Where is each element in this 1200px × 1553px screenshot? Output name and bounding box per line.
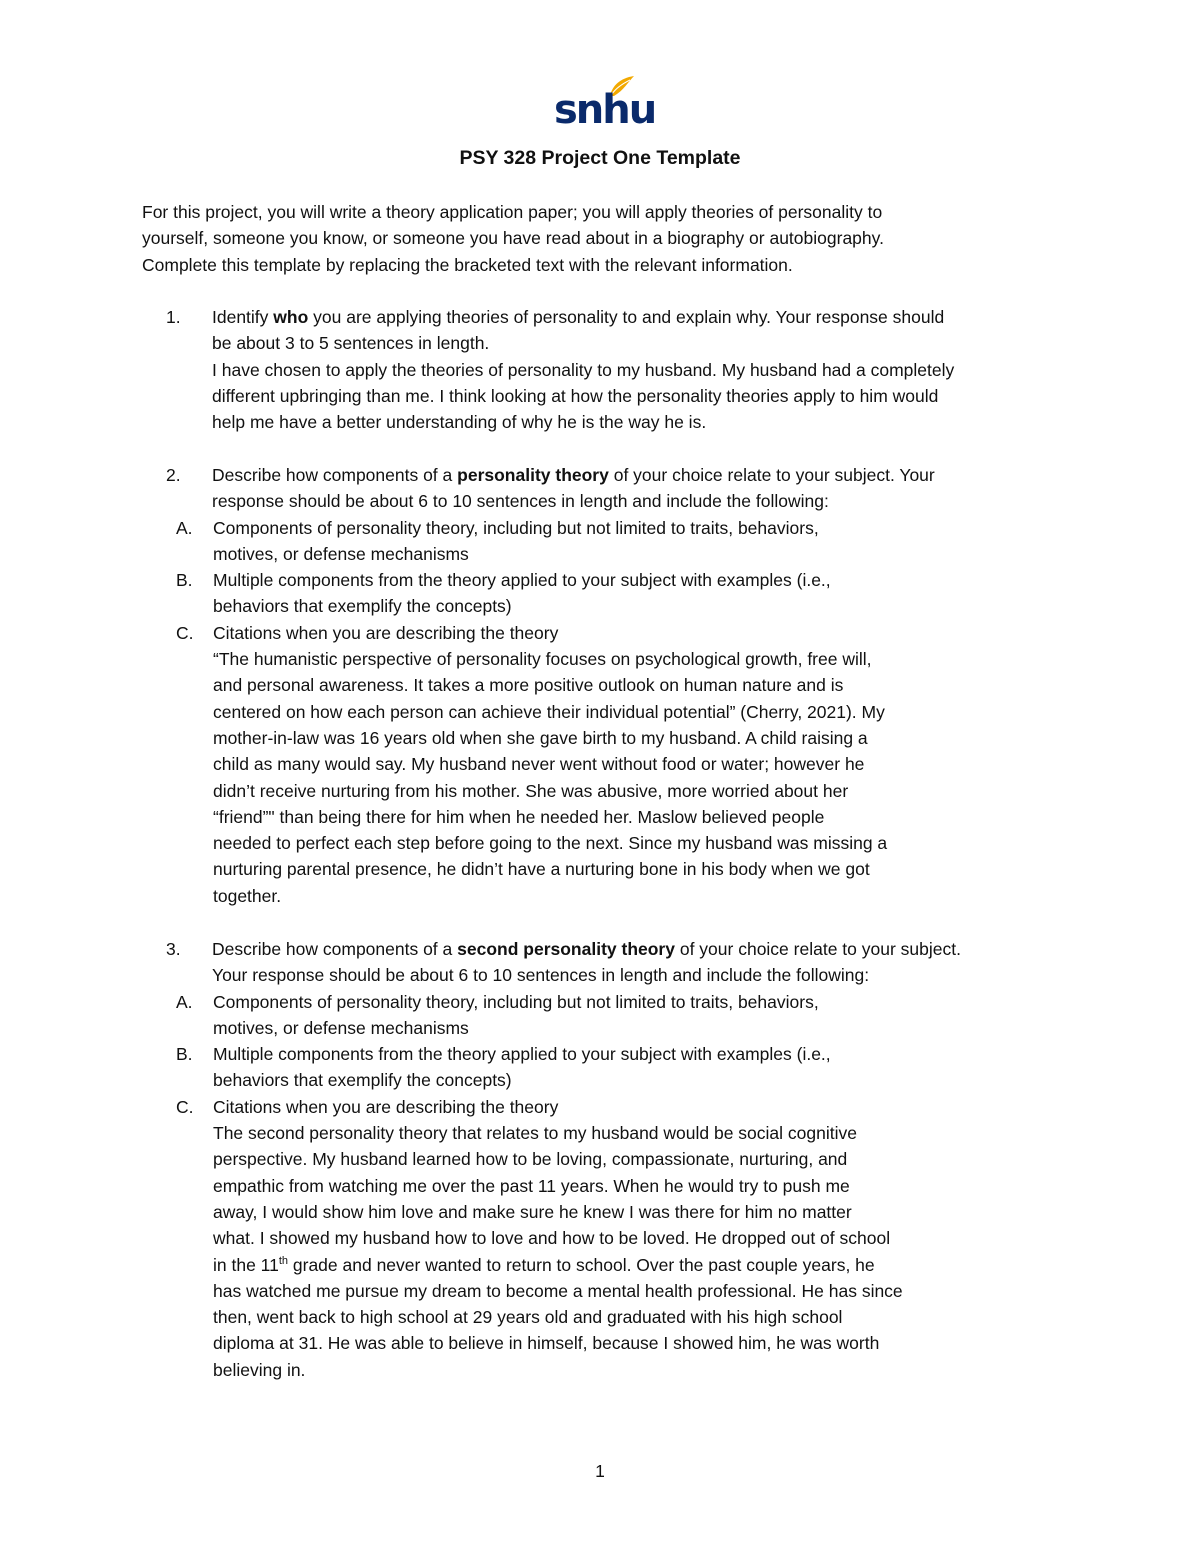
answer-line: what. I showed my husband how to love and how to be loved. He dropped out of school: [213, 1228, 891, 1249]
answer-line: “friend”" than being there for him when he needed her. Maslow believed people: [213, 806, 825, 827]
question-prompt: [212, 304, 1062, 330]
answer-line: different upbringing than me. I think looking at how the personality theories apply to him would: [212, 385, 939, 406]
answer-line: has watched me pursue my dream to become a mental health professional. He has since: [213, 1280, 903, 1301]
question-prompt-line: Your response should be about 6 to 10 sentences in length and include the following:: [212, 965, 870, 986]
requirement-item: [142, 1041, 1062, 1094]
answer-line: away, I would show him love and make sure he knew I was there for him no matter: [213, 1201, 852, 1222]
item-letter: B.: [176, 1044, 193, 1065]
question-1: [142, 304, 1062, 435]
question-prompt-line: be about 3 to 5 sentences in length.: [212, 333, 490, 354]
prompt-emphasis: personality theory: [457, 465, 609, 485]
item-letter: C.: [176, 1096, 194, 1117]
prompt-emphasis: who: [273, 307, 309, 327]
item-line: Citations when you are describing the theory: [213, 1096, 559, 1117]
answer-line: centered on how each person can achieve their individual potential” (Cherry, 2021). My: [213, 701, 885, 722]
prompt-text: Identify: [212, 307, 274, 327]
item-letter: C.: [176, 622, 194, 643]
prompt-emphasis: second personality theory: [457, 939, 675, 959]
question-number: 3.: [166, 939, 181, 959]
requirement-item: [142, 620, 1062, 909]
answer-line: The second personality theory that relates to my husband would be social cognitive: [213, 1123, 857, 1144]
intro-line: yourself, someone you know, or someone you have read about in a biography or autobiography.: [142, 228, 884, 249]
snhu-logo: [554, 74, 656, 134]
answer-line: and personal awareness. It takes a more positive outlook on human nature and is: [213, 675, 844, 696]
answer-line: help me have a better understanding of why he is the way he is.: [212, 412, 707, 433]
answer-line: together.: [213, 885, 282, 906]
answer-line: nurturing parental presence, he didn’t have a nurturing bone in his body when we got: [213, 859, 870, 880]
logo-wordmark: snhu: [554, 87, 656, 133]
requirement-item: [142, 1094, 1062, 1383]
answer-line: then, went back to high school at 29 years old and graduated with his high school: [213, 1307, 843, 1328]
item-line: Components of personality theory, including but not limited to traits, behaviors,: [213, 991, 819, 1012]
item-line: Multiple components from the theory applied to your subject with examples (i.e.,: [213, 570, 831, 591]
page-number: 1: [595, 1461, 605, 1481]
intro-line: For this project, you will write a theory application paper; you will apply theories of personality to: [142, 202, 883, 222]
answer-line: mother-in-law was 16 years old when she gave birth to my husband. A child raising a: [213, 727, 868, 748]
question-number: 1.: [166, 307, 181, 327]
answer-line: believing in.: [213, 1359, 306, 1380]
answer-line: “The humanistic perspective of personality focuses on psychological growth, free will,: [213, 649, 872, 670]
answer-text: grade and never wanted to return to school. Over the past couple years, he: [288, 1254, 875, 1275]
prompt-text: of your choice relate to your subject. Your: [608, 465, 935, 485]
prompt-text: you are applying theories of personality to and explain why. Your response should: [308, 307, 945, 327]
item-line: motives, or defense mechanisms: [213, 543, 469, 564]
question-prompt-line: response should be about 6 to 10 sentences in length and include the following:: [212, 491, 829, 512]
answer-line: child as many would say. My husband never went without food or water; however he: [213, 754, 865, 775]
answer-line: empathic from watching me over the past 11 years. When he would try to push me: [213, 1175, 850, 1196]
item-line: Multiple components from the theory applied to your subject with examples (i.e.,: [213, 1044, 831, 1065]
answer-line: didn’t receive nurturing from his mother. She was abusive, more worried about her: [213, 780, 849, 801]
item-line: behaviors that exemplify the concepts): [213, 1070, 512, 1091]
item-line: behaviors that exemplify the concepts): [213, 596, 512, 617]
prompt-text: of your choice relate to your subject.: [674, 939, 961, 959]
requirement-item: [142, 989, 1062, 1042]
ordinal-superscript: th: [278, 1254, 289, 1267]
answer-text: in the 11: [213, 1254, 279, 1275]
answer-line: diploma at 31. He was able to believe in himself, because I showed him, he was worth: [213, 1333, 880, 1354]
requirement-item: [142, 515, 1062, 568]
intro-line: Complete this template by replacing the bracketed text with the relevant information.: [142, 254, 793, 275]
answer-line: I have chosen to apply the theories of personality to my husband. My husband had a completely: [212, 359, 955, 380]
item-letter: A.: [176, 991, 193, 1012]
item-line: motives, or defense mechanisms: [213, 1017, 469, 1038]
item-letter: A.: [176, 517, 193, 538]
answer-line: perspective. My husband learned how to be loving, compassionate, nurturing, and: [213, 1149, 848, 1170]
answer-line: needed to perfect each step before going to the next. Since my husband was missing a: [213, 833, 888, 854]
item-line: Components of personality theory, including but not limited to traits, behaviors,: [213, 517, 819, 538]
question-prompt: [212, 462, 1062, 488]
answer-line: [213, 1252, 1062, 1278]
page-title: PSY 328 Project One Template: [459, 147, 741, 169]
prompt-text: Describe how components of a: [212, 465, 458, 485]
question-3: [142, 936, 1062, 1383]
question-prompt: [212, 936, 1062, 962]
question-number: 2.: [166, 465, 181, 485]
question-2: [142, 462, 1062, 909]
item-letter: B.: [176, 570, 193, 591]
item-line: Citations when you are describing the theory: [213, 622, 559, 643]
intro-paragraph: [142, 199, 1042, 278]
prompt-text: Describe how components of a: [212, 939, 458, 959]
requirement-item: [142, 567, 1062, 620]
